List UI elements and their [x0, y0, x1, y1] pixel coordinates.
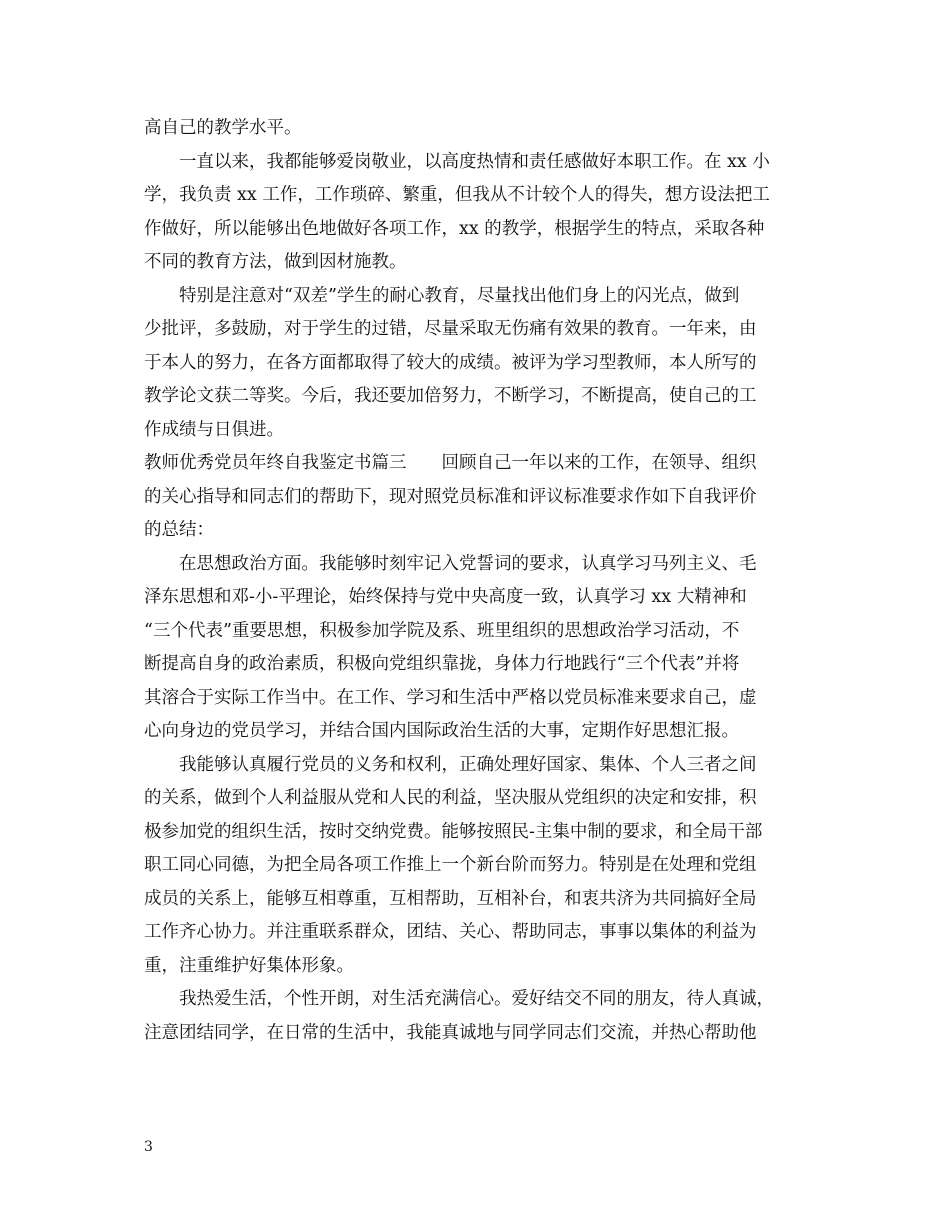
- text-line: 工作齐心协力。并注重联系群众，团结、关心、帮助同志，事事以集体的利益为: [144, 922, 757, 942]
- text-line: 的关心指导和同志们的帮助下，现对照党员标准和评议标准要求作如下自我评价: [144, 486, 757, 507]
- text-line: 不同的教育方法，做到因材施教。: [144, 252, 407, 272]
- text-line: 少批评，多鼓励，对于学生的过错，尽量采取无伤痛有效果的教育。一年来，由: [144, 319, 757, 339]
- text-line: 注意团结同学，在日常的生活中，我能真诚地与同学同志们交流，并热心帮助他: [144, 1022, 757, 1043]
- text-line: 成员的关系上，能够互相尊重，互相帮助，互相补台，和衷共济为共同搞好全局: [144, 888, 757, 909]
- text-line: 特别是注意对“双差”学生的耐心教育，尽量找出他们身上的闪光点，做到: [179, 285, 740, 306]
- text-line: 其溶合于实际工作当中。在工作、学习和生活中严格以党员标准来要求自己，虚: [144, 687, 757, 708]
- text-line: 泽东思想和邓-小-平理论，始终保持与党中央高度一致，认真学习 xx 大精神和: [144, 587, 747, 607]
- text-line: 极参加党的组织生活，按时交纳党费。能够按照民-主集中制的要求，和全局干部: [144, 821, 763, 842]
- text-line: 我热爱生活，个性开朗，对生活充满信心。爱好结交不同的朋友，待人真诚，: [179, 989, 774, 1009]
- text-line: 断提高自身的政治素质，积极向党组织靠拢，身体力行地践行“三个代表”并将: [144, 654, 740, 674]
- text-line: 学，我负责 xx 工作，工作琐碎、繁重，但我从不计较个人的得失，想方设法把工: [144, 185, 770, 205]
- text-line: 高自己的教学水平。: [144, 118, 302, 138]
- text-line: 的关系，做到个人利益服从党和人民的利益，坚决服从党组织的决定和安排，积: [144, 788, 757, 808]
- document-body: [144, 112, 812, 1050]
- text-line: 的总结：: [144, 520, 214, 540]
- text-line: 一直以来，我都能够爱岗敬业，以高度热情和责任感做好本职工作。在 xx 小: [179, 151, 770, 172]
- text-line: 作成绩与日俱进。: [144, 419, 284, 440]
- page-number: 3: [144, 1139, 153, 1155]
- text-line: 教师优秀党员年终自我鉴定书篇三 回顾自己一年以来的工作，在领导、组织: [144, 453, 757, 473]
- text-line: 我能够认真履行党员的义务和权利，正确处理好国家、集体、个人三者之间: [179, 754, 757, 775]
- text-line: 在思想政治方面。我能够时刻牢记入党誓词的要求，认真学习马列主义、毛: [179, 553, 757, 574]
- text-line: 职工同心同德，为把全局各项工作推上一个新台阶而努力。特别是在处理和党组: [144, 855, 757, 875]
- text-line: 于本人的努力，在各方面都取得了较大的成绩。被评为学习型教师，本人所写的: [144, 352, 757, 373]
- text-line: 心向身边的党员学习，并结合国内国际政治生活的大事，定期作好思想汇报。: [144, 721, 739, 741]
- text-line: 重，注重维护好集体形象。: [144, 955, 354, 976]
- text-line: 作做好，所以能够出色地做好各项工作，xx 的教学，根据学生的特点，采取各种: [144, 218, 765, 239]
- text-line: “三个代表”重要思想，积极参加学院及系、班里组织的思想政治学习活动，不: [144, 620, 740, 641]
- text-line: 教学论文获二等奖。今后，我还要加倍努力，不断学习，不断提高，使自己的工: [144, 386, 757, 406]
